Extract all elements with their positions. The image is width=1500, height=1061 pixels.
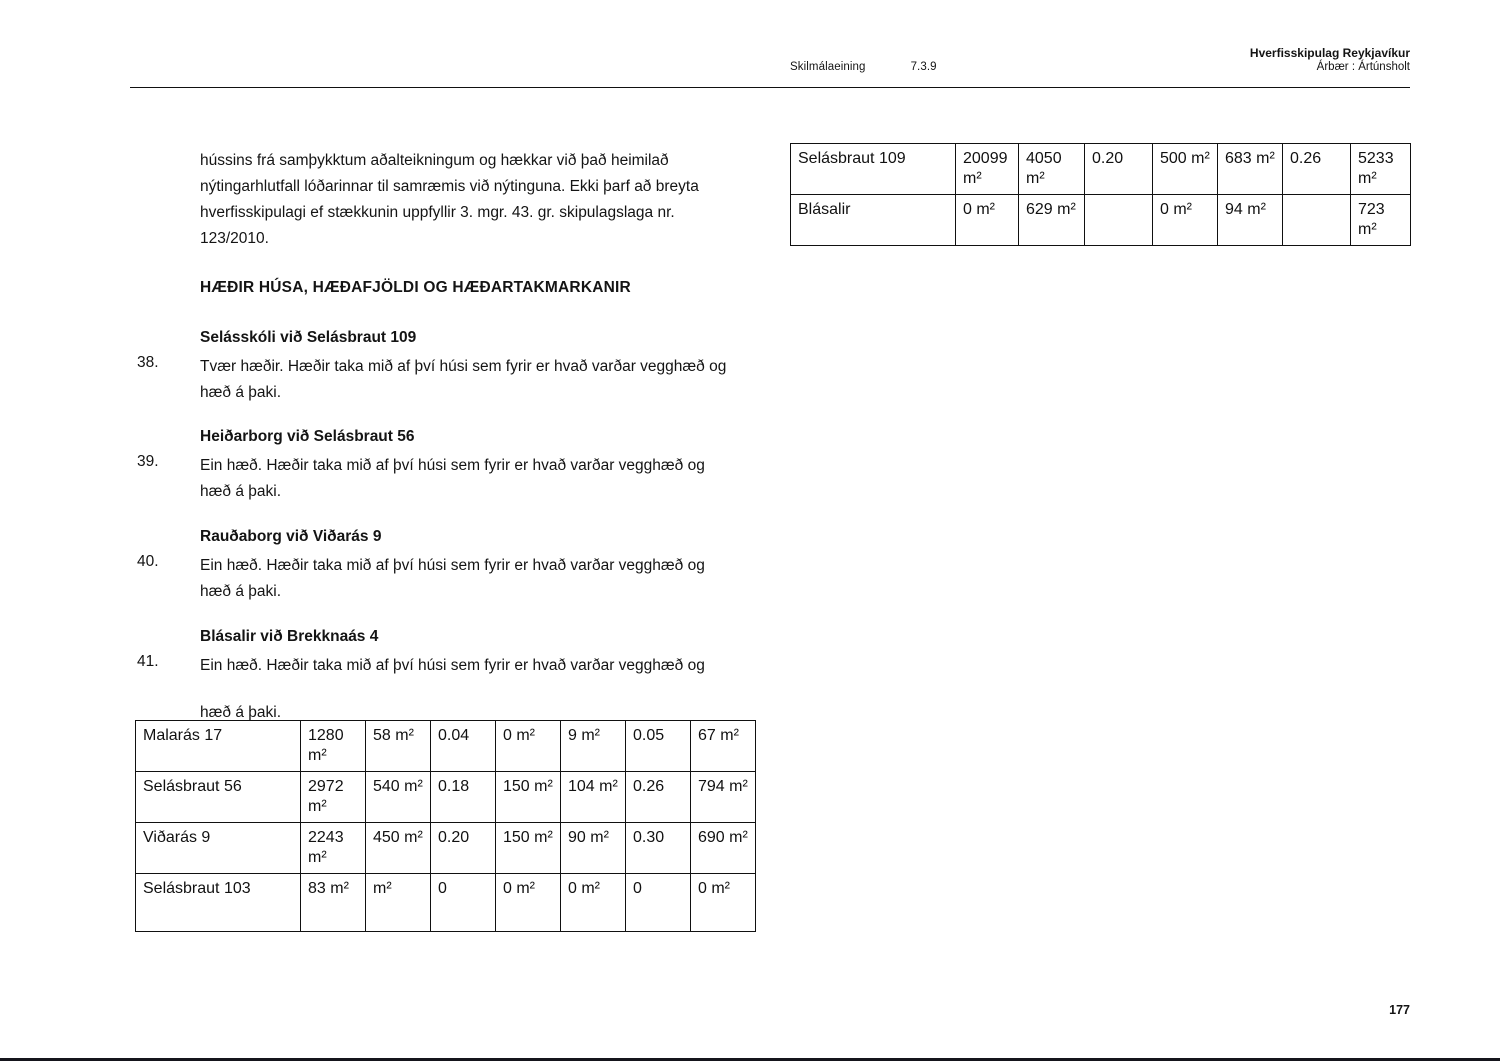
table-cell: 683 m² bbox=[1218, 144, 1283, 195]
table-cell: 9 m² bbox=[561, 721, 626, 772]
table-cell: 0 bbox=[431, 874, 496, 932]
item-text: Ein hæð. Hæðir taka mið af því húsi sem fyrir er hvað varðar vegghæð og hæð á þaki. bbox=[200, 457, 705, 500]
top-site-data-table bbox=[790, 143, 1411, 246]
table-cell: 450 m² bbox=[366, 823, 431, 874]
table-cell: 20099 m² bbox=[956, 144, 1019, 195]
table-cell: 1280 m² bbox=[301, 721, 366, 772]
table-cell: 0 m² bbox=[496, 874, 561, 932]
table-cell: 0 m² bbox=[496, 721, 561, 772]
item-subheading: Blásalir við Brekknaás 4 bbox=[200, 628, 379, 645]
table-cell: 0 m² bbox=[1153, 195, 1218, 246]
intro-paragraph: hússins frá samþykktum aðalteikningum og hækkar við það heimilað nýtingarhlutfall lóðarinnar til samræmis við nýtinguna. Ekki þarf að breyta hverfisskipulagi ef stækkunin uppfyllir 3. mgr. 43. gr. skipulagslaga nr. 123/2010. bbox=[200, 152, 699, 247]
item-text: Ein hæð. Hæðir taka mið af því húsi sem fyrir er hvað varðar vegghæð og hæð á þaki. bbox=[200, 557, 705, 600]
table-cell: 150 m² bbox=[496, 772, 561, 823]
header-rule bbox=[130, 87, 1410, 88]
org-subtitle: Árbær : Ártúnsholt bbox=[1316, 61, 1410, 73]
table-cell: Selásbraut 56 bbox=[136, 772, 301, 823]
table-cell: Blásalir bbox=[791, 195, 956, 246]
table-cell: 4050 m² bbox=[1019, 144, 1085, 195]
table-cell: 58 m² bbox=[366, 721, 431, 772]
table-row bbox=[136, 772, 756, 823]
table-cell: 2243 m² bbox=[301, 823, 366, 874]
table-row bbox=[791, 144, 1411, 195]
table-cell: 0 m² bbox=[956, 195, 1019, 246]
table-cell: 67 m² bbox=[691, 721, 756, 772]
item-subheading: Rauðaborg við Viðarás 9 bbox=[200, 528, 382, 545]
table-cell bbox=[1085, 195, 1153, 246]
table-row bbox=[136, 874, 756, 932]
table-row bbox=[791, 195, 1411, 246]
table-cell: 0.30 bbox=[626, 823, 691, 874]
table-cell: m² bbox=[366, 874, 431, 932]
table-cell: 540 m² bbox=[366, 772, 431, 823]
table-cell: 150 m² bbox=[496, 823, 561, 874]
table-cell: 90 m² bbox=[561, 823, 626, 874]
table-cell: 94 m² bbox=[1218, 195, 1283, 246]
table-cell: 0 m² bbox=[691, 874, 756, 932]
item-number: 38. bbox=[137, 354, 159, 371]
table-cell: 104 m² bbox=[561, 772, 626, 823]
bottom-site-data-table bbox=[135, 720, 756, 932]
item-text: Tvær hæðir. Hæðir taka mið af því húsi sem fyrir er hvað varðar vegghæð og hæð á þaki. bbox=[200, 358, 727, 401]
table-cell bbox=[1283, 195, 1351, 246]
table-cell: 0.26 bbox=[1283, 144, 1351, 195]
table-cell: 0.04 bbox=[431, 721, 496, 772]
table-cell: 690 m² bbox=[691, 823, 756, 874]
header-center bbox=[790, 61, 937, 73]
table-cell: 2972 m² bbox=[301, 772, 366, 823]
item-text: Ein hæð. Hæðir taka mið af því húsi sem fyrir er hvað varðar vegghæð og bbox=[200, 657, 705, 674]
table-cell: 0.18 bbox=[431, 772, 496, 823]
table-cell: 0 m² bbox=[561, 874, 626, 932]
table-cell: 0.20 bbox=[1085, 144, 1153, 195]
page-number: 177 bbox=[1389, 1003, 1410, 1017]
item-text-continued: hæð á þaki. bbox=[200, 704, 281, 721]
table-cell: Viðarás 9 bbox=[136, 823, 301, 874]
table-cell: 0.20 bbox=[431, 823, 496, 874]
table-cell: 629 m² bbox=[1019, 195, 1085, 246]
table-cell: Malarás 17 bbox=[136, 721, 301, 772]
table-cell: Selásbraut 109 bbox=[791, 144, 956, 195]
section-heading: HÆÐIR HÚSA, HÆÐAFJÖLDI OG HÆÐARTAKMARKANIR bbox=[200, 279, 631, 296]
table-cell: 723 m² bbox=[1351, 195, 1411, 246]
table-row bbox=[136, 823, 756, 874]
item-number: 41. bbox=[137, 653, 159, 670]
org-title: Hverfisskipulag Reykjavíkur bbox=[1249, 46, 1410, 60]
table-cell: 500 m² bbox=[1153, 144, 1218, 195]
header-section-label: Skilmálaeining bbox=[790, 61, 866, 73]
item-subheading: Heiðarborg við Selásbraut 56 bbox=[200, 428, 415, 445]
table-row bbox=[136, 721, 756, 772]
item-number: 40. bbox=[137, 553, 159, 570]
table-cell: 0 bbox=[626, 874, 691, 932]
header-section-number: 7.3.9 bbox=[910, 61, 937, 73]
table-cell: 5233 m² bbox=[1351, 144, 1411, 195]
table-cell: Selásbraut 103 bbox=[136, 874, 301, 932]
table-cell: 0.05 bbox=[626, 721, 691, 772]
item-number: 39. bbox=[137, 453, 159, 470]
header-right bbox=[1250, 46, 1410, 74]
table-cell: 794 m² bbox=[691, 772, 756, 823]
table-cell: 83 m² bbox=[301, 874, 366, 932]
table-cell: 0.26 bbox=[626, 772, 691, 823]
item-subheading: Selásskóli við Selásbraut 109 bbox=[200, 329, 417, 346]
